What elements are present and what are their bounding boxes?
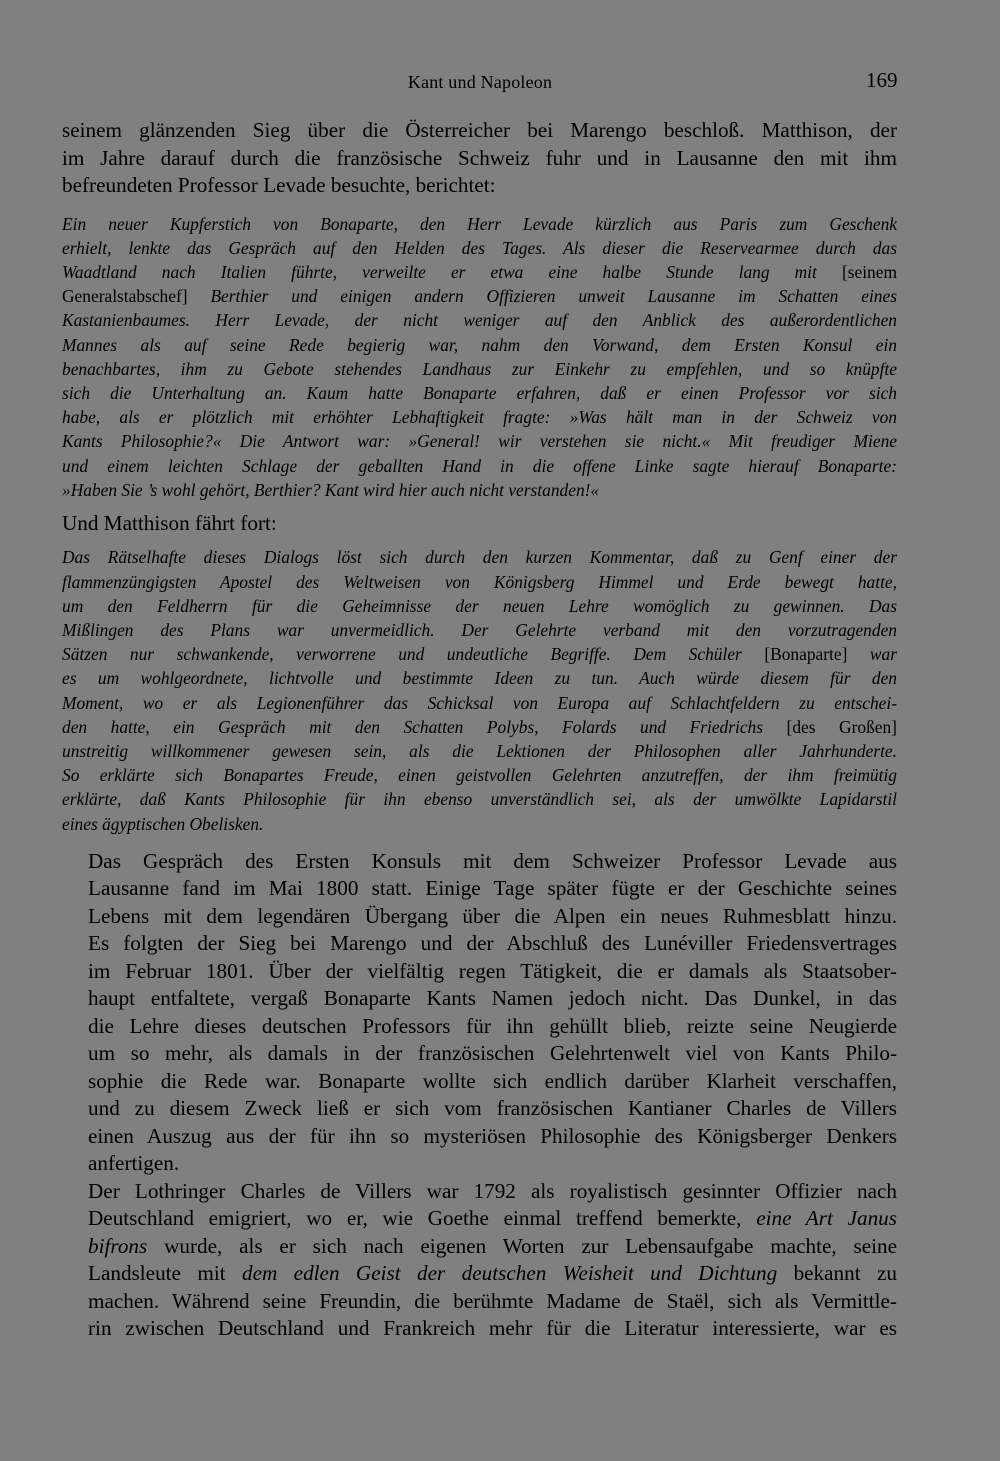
quote-line: So erklärte sich Bonapartes Freude, einen geistvollen Gelehrten anzutreffen, der ihm freimütig — [62, 765, 897, 786]
quote-line: erklärte, daß Kants Philosophie für ihn ebenso unverständlich sei, als der umwölkte Lapidarstil — [62, 789, 897, 810]
text-line: einen Auszug aus der für ihn so mysteriösen Philosophie des Königsberger Denkers — [88, 1123, 897, 1148]
quote-line — [62, 284, 897, 308]
quote-line — [62, 642, 897, 666]
quote-line — [62, 260, 897, 284]
page-content — [62, 117, 897, 1343]
paragraph-transition — [62, 510, 897, 538]
text-line: und zu diesem Zweck ließ er sich vom französischen Kantianer Charles de Villers — [88, 1096, 897, 1121]
text-line: rin zwischen Deutschland und Frankreich mehr für die Literatur interessierte, war es — [88, 1316, 897, 1341]
quote-fragment: Waadtland nach Italien führte, verweilte er etwa eine halbe Stunde lang mit — [62, 261, 817, 282]
quote-line: sich die Unterhaltung an. Kaum hatte Bonaparte erfahren, daß er einen Professor vor sich — [62, 382, 897, 403]
text-line: Lebens mit dem legendären Übergang über die Alpen ein neues Ruhmesblatt hinzu. — [88, 903, 897, 928]
paragraph-main — [62, 848, 897, 1178]
text-fragment: Landsleute mit — [88, 1261, 226, 1286]
editorial-insertion: [des Großen] — [786, 716, 897, 737]
text-line: die Lehre dieses deutschen Professors für ihn gehüllt blieb, reizte seine Neugierde — [88, 1013, 897, 1038]
italic-phrase: dem edlen Geist der deutschen Weisheit und Dichtung — [241, 1261, 778, 1286]
text-fragment: Deutschland emigriert, wo er, wie Goethe einmal treffend bemerkte, — [88, 1206, 742, 1231]
quote-fragment: Berthier und einigen andern Offizieren unweit Lausanne im Schatten eines — [210, 286, 897, 307]
italic-phrase: eine Art Janus — [756, 1206, 897, 1231]
editorial-insertion: [Bonaparte] — [764, 644, 848, 665]
quote-line: unstreitig willkommener gewesen sein, als die Lektionen der Philosophen aller Jahrhunderte. — [62, 741, 897, 762]
text-line: Das Gespräch des Ersten Konsuls mit dem Schweizer Professor Levade aus — [88, 848, 897, 873]
text-line: um so mehr, als damals in der französischen Gelehrtenwelt viel von Kants Philo- — [88, 1041, 897, 1066]
page-number: 169 — [866, 68, 898, 92]
text-line — [62, 1233, 897, 1261]
quote-line: »Haben Sie ’s wohl gehört, Berthier? Kant wird hier auch nicht verstanden!« — [62, 479, 600, 500]
quote-line: Mannes als auf seine Rede begierig war, nahm den Vorwand, dem Ersten Konsul ein — [62, 334, 897, 355]
text-line: im Februar 1801. Über der vielfältig regen Tätigkeit, die er damals als Staatsober- — [88, 958, 897, 983]
text-line — [62, 1260, 897, 1288]
quote-line — [62, 715, 897, 739]
quote-line: Kants Philosophie?« Die Antwort war: »General! wir verstehen sie nicht.« Mit freudiger Miene — [62, 431, 897, 452]
quote-line: Ein neuer Kupferstich von Bonaparte, den Herr Levade kürzlich aus Paris zum Geschenk — [62, 213, 897, 234]
quote-line: eines ägyptischen Obelisken. — [62, 813, 264, 834]
paragraph-villers — [62, 1178, 897, 1343]
quote-fragment: den hatte, ein Gespräch mit den Schatten Polybs, Folards und Friedrichs — [62, 716, 764, 737]
text-line: machen. Während seine Freundin, die berühmte Madame de Staël, sich als Vermittle- — [88, 1288, 897, 1313]
quote-line: flammenzüngigsten Apostel des Weltweisen von Königsberg Himmel und Erde bewegt hatte, — [62, 571, 897, 592]
quote-fragment: war — [869, 644, 897, 665]
text-line: anfertigen. — [88, 1151, 180, 1176]
editorial-insertion: Generalstabschef] — [62, 286, 188, 307]
quote-line: Mißlingen des Plans war unvermeidlich. Der Gelehrte verband mit den vorzutragenden — [62, 620, 897, 641]
quote-line: Kastanienbaumes. Herr Levade, der nicht weniger auf den Anblick des außerordentlichen — [62, 310, 897, 331]
text-line: Und Matthison fährt fort: — [62, 510, 277, 535]
paragraph-intro — [62, 117, 897, 200]
quote-line: habe, als er plötzlich mit erhöhter Lebhaftigkeit fragte: »Was hält man in der Schweiz von — [62, 407, 897, 428]
text-line — [62, 1205, 897, 1233]
text-fragment: wurde, als er sich nach eigenen Worten zur Lebensaufgabe machte, seine — [164, 1233, 897, 1258]
quote-line: erhielt, lenkte das Gespräch auf den Helden des Tages. Als dieser die Reservearmee durch das — [62, 237, 897, 258]
quote-line: es um wohlgeordnete, lichtvolle und bestimmte Ideen zu tun. Auch würde diesem für den — [62, 668, 897, 689]
block-quote-2 — [62, 545, 897, 835]
text-line: seinem glänzenden Sieg über die Österreicher bei Marengo beschloß. Matthison, der — [62, 118, 897, 142]
text-line: Lausanne fand im Mai 1800 statt. Einige Tage später fügte er der Geschichte seines — [88, 876, 897, 901]
text-line: im Jahre darauf durch die französische Schweiz fuhr und in Lausanne den mit ihm — [62, 145, 897, 170]
running-title: Kant und Napoleon — [407, 72, 553, 92]
text-fragment: bekannt zu — [793, 1261, 898, 1286]
quote-line: Moment, wo er als Legionenführer das Schicksal von Europa auf Schlachtfeldern zu entschei- — [62, 692, 897, 713]
text-line: Der Lothringer Charles de Villers war 1792 als royalistisch gesinnter Offizier nach — [88, 1178, 897, 1203]
quote-line: Das Rätselhafte dieses Dialogs löst sich durch den kurzen Kommentar, daß zu Genf einer der — [62, 547, 897, 568]
quote-fragment: Sätzen nur schwankende, verworrene und undeutliche Begriffe. Dem Schüler — [62, 644, 742, 665]
text-line: haupt entfaltete, vergaß Bonaparte Kants Namen jedoch nicht. Das Dunkel, in das — [88, 986, 897, 1011]
quote-line: um den Feldherrn für die Geheimnisse der neuen Lehre womöglich zu gewinnen. Das — [62, 595, 897, 616]
quote-line: benachbartes, ihm zu Gebote stehendes Landhaus zur Einkehr zu empfehlen, und so knüpfte — [62, 358, 897, 379]
quote-line: und einem leichten Schlage der geballten Hand in die offene Linke sagte hierauf Bonaparte: — [62, 455, 897, 476]
text-line: sophie die Rede war. Bonaparte wollte sich endlich darüber Klarheit verschaffen, — [88, 1068, 897, 1093]
block-quote-1 — [62, 212, 897, 502]
text-line: befreundeten Professor Levade besuchte, berichtet: — [62, 173, 496, 197]
editorial-insertion: [seinem — [841, 261, 897, 282]
text-line: Es folgten der Sieg bei Marengo und der Abschluß des Lunéviller Friedensvertrages — [88, 931, 897, 956]
italic-phrase: bifrons — [88, 1233, 148, 1258]
